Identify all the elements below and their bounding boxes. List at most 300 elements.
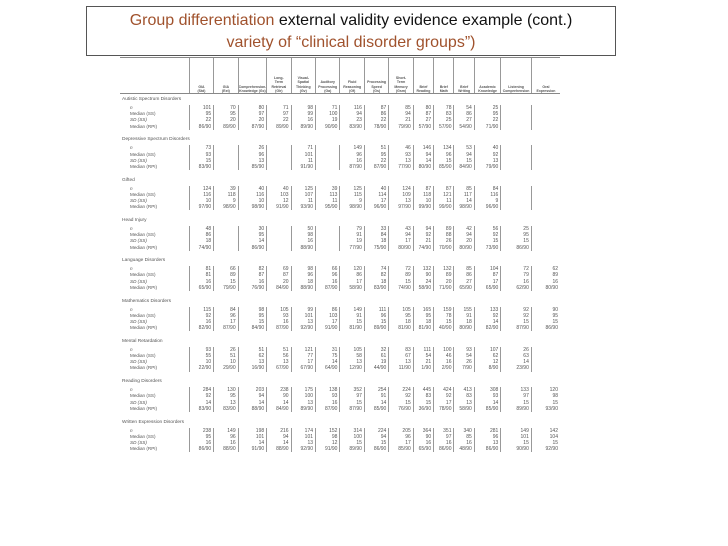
table-cell: 85: [454, 266, 474, 272]
table-cell: 30: [238, 226, 267, 232]
table-cell: 125: [340, 186, 364, 192]
table-cell: 85/90: [474, 406, 500, 412]
table-cell: 90: [413, 434, 433, 440]
column-header-line: Retrieval: [271, 84, 287, 89]
table-cell: 67: [389, 353, 413, 359]
column-header-line: (Glr): [275, 88, 283, 93]
table-cell: 26: [214, 347, 238, 353]
table-cell: 91: [454, 313, 474, 319]
group-header-row: [120, 175, 560, 186]
table-cell: 91/90: [267, 204, 291, 210]
table-cell: 138: [316, 387, 340, 393]
table-cell: 98/90: [454, 204, 474, 210]
table-cell: 93/90: [291, 204, 315, 210]
table-cell: 40: [474, 145, 500, 151]
table-cell: 88/90: [291, 245, 315, 251]
table-cell: 33: [364, 226, 388, 232]
table-cell: 54: [454, 105, 474, 111]
column-header-line: Brief: [439, 84, 448, 89]
table-cell: 80/90: [413, 164, 433, 170]
table-cell: 15: [501, 400, 532, 406]
table-cell: 51: [214, 353, 238, 359]
table-cell: 20: [238, 117, 267, 123]
table-cell: 61: [364, 353, 388, 359]
column-header-line: Term: [274, 80, 284, 85]
table-cell: 99: [291, 307, 315, 313]
table-cell: 85: [454, 186, 474, 192]
row-stat-label: SD (SS): [130, 198, 147, 204]
table-cell: 71: [316, 105, 340, 111]
table-cell: 254: [364, 387, 388, 393]
table-cell: 14: [189, 400, 213, 406]
table-cell: 238: [267, 387, 291, 393]
table-cell: 15: [364, 440, 388, 446]
table-cell: 79: [501, 272, 532, 278]
table-cell: 12: [316, 440, 340, 446]
table-cell: 98: [316, 434, 340, 440]
table-cell: 94: [364, 434, 388, 440]
column-header: [434, 58, 454, 94]
table-cell: 101: [291, 152, 315, 158]
row-stat-label: n: [130, 387, 133, 393]
table-cell: 15: [389, 279, 413, 285]
table-cell: 149: [214, 428, 238, 434]
slide-subtitle: variety of “clinical disorder groups”): [226, 34, 476, 51]
table-cell: 86/90: [501, 245, 532, 251]
table-cell: 69: [267, 266, 291, 272]
table-cell: 89/90: [291, 124, 315, 130]
table-cell: 62: [531, 266, 560, 272]
title-accent: Group differentiation: [129, 12, 275, 29]
group-header-row: [120, 296, 560, 307]
group-name: Autistic Spectrum Disorders: [122, 97, 182, 102]
table-cell: 16: [189, 440, 213, 446]
table-cell: 71: [267, 105, 291, 111]
table-cell: 14: [454, 198, 474, 204]
table-cell: 87: [267, 272, 291, 278]
table-cell: 48: [189, 226, 213, 232]
table-cell: 67/90: [291, 365, 315, 371]
row-stat-label: SD (SS): [130, 439, 147, 445]
table-cell: 130: [214, 387, 238, 393]
table-cell: 120: [531, 387, 560, 393]
table-cell: 83/90: [364, 285, 388, 291]
column-header-line: Memory: [394, 84, 408, 89]
table-cell: 80: [413, 105, 433, 111]
table-cell: 80/90: [454, 325, 474, 331]
table-cell: 87/90: [340, 406, 364, 412]
table-cell: 14: [413, 158, 433, 164]
table-cell: 13: [267, 359, 291, 365]
row-stat-label: Median (SS): [130, 151, 156, 157]
table-cell: 87/90: [501, 325, 532, 331]
table-cell: 66: [214, 266, 238, 272]
table-cell: 51: [238, 347, 267, 353]
table-cell: 80/90: [531, 285, 560, 291]
table-cell: 85/90: [364, 406, 388, 412]
table-cell: 118: [214, 192, 238, 198]
table-cell: 84: [364, 232, 388, 238]
table-cell: 92: [434, 393, 454, 399]
row-stat-label: Median (SS): [130, 353, 156, 359]
table-cell: 18: [189, 238, 213, 244]
row-stat-label: Median (SS): [130, 232, 156, 238]
table-cell: 83: [413, 393, 433, 399]
table-cell: 91: [364, 393, 388, 399]
table-cell: 16: [267, 319, 291, 325]
table-cell: 22: [267, 117, 291, 123]
table-cell: 120: [340, 266, 364, 272]
table-cell: 94: [454, 152, 474, 158]
table-cell: 55: [189, 353, 213, 359]
table-cell: 351: [434, 428, 454, 434]
table-cell: 71: [291, 145, 315, 151]
group-header-row: [120, 94, 560, 106]
table-cell: 96: [434, 152, 454, 158]
table-cell: 20: [214, 117, 238, 123]
table-cell: 86: [454, 111, 474, 117]
table-cell: 57/90: [413, 124, 433, 130]
table-cell: 26: [454, 359, 474, 365]
table-cell: 78: [434, 313, 454, 319]
table-cell: 58/90: [454, 406, 474, 412]
column-header-line: Knowledge: [478, 88, 497, 93]
table-cell: 96: [238, 152, 267, 158]
table-cell: 88/90: [214, 446, 238, 452]
table-cell: 74/90: [189, 245, 213, 251]
table-cell: 89: [389, 272, 413, 278]
column-header-line: Speed: [371, 84, 382, 89]
table-cell: 352: [340, 387, 364, 393]
row-stat-label: SD (SS): [130, 157, 147, 163]
table-cell: 14: [238, 400, 267, 406]
table-cell: 18: [291, 279, 315, 285]
table-cell: 88/90: [291, 285, 315, 291]
column-header-line: Visual-: [297, 76, 309, 81]
table-cell: 56: [474, 226, 500, 232]
table-cell: 281: [474, 428, 500, 434]
table-cell: 14: [316, 359, 340, 365]
table-cell: 83/90: [189, 406, 213, 412]
table-cell: 82/90: [189, 325, 213, 331]
table-cell: 15: [434, 158, 454, 164]
table-cell: 65/90: [189, 285, 213, 291]
table-cell: 62: [474, 353, 500, 359]
table-cell: 71/90: [474, 124, 500, 130]
table-cell: 99: [291, 111, 315, 117]
table-cell: 74/90: [389, 285, 413, 291]
table-cell: 95: [474, 111, 500, 117]
table-cell: 224: [364, 428, 388, 434]
table-cell: 83/90: [189, 164, 213, 170]
table-cell: 79: [340, 226, 364, 232]
table-cell: 15: [531, 319, 560, 325]
table-cell: 95: [413, 313, 433, 319]
row-stat-label: SD (SS): [130, 359, 147, 365]
group-name: Head Injury: [122, 217, 147, 223]
table-cell: 89/90: [291, 406, 315, 412]
title-rest: external validity evidence example (cont.): [274, 12, 573, 29]
column-header: [316, 58, 340, 94]
table-cell: 22/90: [189, 365, 213, 371]
table-cell: 97: [434, 434, 454, 440]
table-cell: 90/90: [501, 446, 532, 452]
table-cell: 78/90: [434, 406, 454, 412]
table-cell: 98: [531, 393, 560, 399]
row-stat-label: SD (SS): [130, 238, 147, 244]
slide-title: [87, 10, 615, 32]
row-stat-label: Median (SS): [130, 433, 156, 439]
column-header-line: Expression: [536, 88, 556, 93]
table-cell: 73/90: [474, 245, 500, 251]
table-cell: 149: [340, 145, 364, 151]
table-cell: 54: [413, 353, 433, 359]
table-cell: 216: [267, 428, 291, 434]
table-cell: 15: [501, 440, 532, 446]
table-cell: 15: [340, 440, 364, 446]
table-cell: 14: [267, 400, 291, 406]
table-cell: 98/90: [238, 204, 267, 210]
table-cell: 116: [340, 105, 364, 111]
column-header-line: (Gv): [299, 88, 307, 93]
table-cell: 424: [434, 387, 454, 393]
table-cell: 15: [501, 238, 532, 244]
table-cell: 83: [454, 393, 474, 399]
table-cell: 13: [389, 198, 413, 204]
table-cell: 13: [238, 158, 267, 164]
table-cell: 92: [501, 313, 532, 319]
table-cell: 91/90: [291, 164, 315, 170]
table-cell: 24: [413, 279, 433, 285]
table-cell: 90: [531, 307, 560, 313]
table-cell: 97: [267, 111, 291, 117]
table-cell: 100: [340, 434, 364, 440]
table-cell: 87: [364, 105, 388, 111]
table-cell: 86/90: [364, 446, 388, 452]
table-cell: 81: [189, 272, 213, 278]
table-cell: 93/90: [531, 406, 560, 412]
table-cell: 93: [316, 393, 340, 399]
table-cell: 76/90: [238, 285, 267, 291]
table-cell: 16: [189, 319, 213, 325]
table-cell: 92: [474, 152, 500, 158]
row-stat-label: Median (RPI): [130, 163, 158, 169]
table-cell: 132: [413, 266, 433, 272]
row-stat-label: SD (SS): [130, 278, 147, 284]
table-cell: 16: [238, 279, 267, 285]
table-cell: 82/90: [474, 325, 500, 331]
column-header-line: Comprehension: [502, 88, 530, 93]
table-cell: 92: [189, 393, 213, 399]
table-cell: 65/90: [413, 446, 433, 452]
table-cell: 31: [316, 347, 340, 353]
table-cell: 96: [364, 313, 388, 319]
table-cell: 16: [316, 400, 340, 406]
table-cell: 18: [389, 319, 413, 325]
table-cell: 90: [267, 393, 291, 399]
table-cell: 92: [501, 307, 532, 313]
table-cell: 53: [454, 145, 474, 151]
row-stat-label: SD (SS): [130, 318, 147, 324]
table-cell: 93: [389, 152, 413, 158]
table-cell: 94: [389, 111, 413, 117]
table-cell: 116: [238, 192, 267, 198]
table-cell: 97: [238, 111, 267, 117]
table-cell: 65/90: [474, 285, 500, 291]
table-cell: 27: [454, 117, 474, 123]
table-cell: 82: [364, 272, 388, 278]
table-cell: 7/90: [454, 365, 474, 371]
table-cell: 26: [501, 347, 532, 353]
table-cell: 84: [474, 186, 500, 192]
table-cell: 203: [238, 387, 267, 393]
table-cell: 75: [316, 353, 340, 359]
table-cell: 15: [434, 319, 454, 325]
table-cell: 29/90: [214, 365, 238, 371]
table-cell: 77/90: [340, 245, 364, 251]
table-cell: 86: [454, 272, 474, 278]
table-cell: 92: [474, 313, 500, 319]
table-cell: 13: [214, 400, 238, 406]
column-header-line: Processing: [367, 80, 387, 85]
table-cell: 54/90: [454, 124, 474, 130]
table-cell: 165: [413, 307, 433, 313]
table-cell: 15: [389, 400, 413, 406]
table-cell: 91: [340, 232, 364, 238]
table-cell: 100: [434, 347, 454, 353]
column-header-line: (Gf): [349, 88, 356, 93]
table-cell: 23: [340, 117, 364, 123]
table-cell: 95: [364, 152, 388, 158]
table-cell: 11/90: [389, 365, 413, 371]
row-stat-label: Median (RPI): [130, 365, 158, 371]
table-cell: 15: [189, 158, 213, 164]
column-header-line: Knowledge (Gc): [239, 88, 266, 93]
table-cell: 13: [389, 158, 413, 164]
column-header-line: Listening: [508, 84, 524, 89]
table-cell: 87: [413, 111, 433, 117]
table-cell: 40: [238, 186, 267, 192]
group-name: Mental Retardation: [122, 338, 163, 344]
table-cell: 94: [413, 226, 433, 232]
table-cell: 15: [214, 279, 238, 285]
table-cell: 95: [531, 313, 560, 319]
table-cell: 98: [238, 307, 267, 313]
table-cell: 25: [501, 226, 532, 232]
table-cell: 101: [238, 434, 267, 440]
row-stat-label: Median (RPI): [130, 244, 158, 250]
table-cell: 83: [434, 111, 454, 117]
table-cell: 98: [291, 105, 315, 111]
table-cell: 95: [214, 393, 238, 399]
table-cell: 66: [316, 266, 340, 272]
table-cell: 87/90: [214, 325, 238, 331]
table-cell: 36/90: [413, 406, 433, 412]
table-cell: 98: [291, 266, 315, 272]
table-cell: 15: [531, 440, 560, 446]
table-cell: 16/90: [238, 365, 267, 371]
table-cell: 87/90: [267, 325, 291, 331]
table-cell: 116: [474, 192, 500, 198]
table-cell: 118: [413, 192, 433, 198]
table-cell: 89: [531, 272, 560, 278]
table-cell: 84/90: [267, 406, 291, 412]
row-stat-label: Median (SS): [130, 393, 156, 399]
table-cell: 85/90: [238, 164, 267, 170]
table-cell: 58/90: [340, 285, 364, 291]
table-cell: 9: [474, 198, 500, 204]
table-cell: 18: [454, 319, 474, 325]
table-cell: 89/90: [501, 406, 532, 412]
table-cell: 81/90: [413, 325, 433, 331]
table-cell: 15: [531, 400, 560, 406]
table-cell: 2/90: [434, 365, 454, 371]
table-cell: 39: [316, 186, 340, 192]
table-cell: 26: [238, 145, 267, 151]
table-cell: 14: [501, 359, 532, 365]
table-cell: 1/90: [413, 365, 433, 371]
table-cell: 98: [291, 232, 315, 238]
table-cell: 9: [214, 198, 238, 204]
row-stat-label: Median (RPI): [130, 446, 158, 452]
table-cell: 11: [316, 198, 340, 204]
table-cell: 117: [454, 192, 474, 198]
table-cell: 62: [238, 353, 267, 359]
table-cell: 96: [291, 272, 315, 278]
table-cell: 86/90: [189, 446, 213, 452]
table-cell: 17: [389, 238, 413, 244]
table-cell: 101: [291, 313, 315, 319]
table-cell: 125: [291, 186, 315, 192]
table-cell: 174: [291, 428, 315, 434]
row-stat-label: Median (SS): [130, 272, 156, 278]
table-cell: 116: [189, 192, 213, 198]
row-stat-label: Median (RPI): [130, 204, 158, 210]
row-stat-label: Median (SS): [130, 111, 156, 117]
table-cell: 16: [214, 440, 238, 446]
table-cell: 87/90: [316, 406, 340, 412]
table-cell: 95: [189, 434, 213, 440]
column-header-line: Fluid: [347, 80, 357, 85]
column-header-line: Long-: [274, 76, 284, 81]
table-cell: 74/90: [413, 245, 433, 251]
table-cell: 81/90: [389, 325, 413, 331]
table-cell: 15: [454, 158, 474, 164]
table-cell: 84: [214, 307, 238, 313]
table-cell: 83/90: [214, 406, 238, 412]
table-cell: 65/90: [454, 285, 474, 291]
table-cell: 94: [238, 393, 267, 399]
table-cell: 81/90: [340, 325, 364, 331]
table-cell: 92: [474, 232, 500, 238]
table-cell: 88: [434, 232, 454, 238]
table-cell: 17: [474, 279, 500, 285]
table-cell: 91/90: [316, 446, 340, 452]
table-cell: 85/90: [389, 446, 413, 452]
table-cell: 95/90: [316, 204, 340, 210]
table-cell: 149: [501, 428, 532, 434]
table-cell: 17: [364, 198, 388, 204]
column-header: [413, 58, 433, 94]
table-cell: 90: [413, 272, 433, 278]
table-cell: 152: [316, 428, 340, 434]
group-header-row: [120, 417, 560, 428]
table-cell: 104: [531, 434, 560, 440]
table-cell: 14: [474, 319, 500, 325]
table-cell: 92: [389, 393, 413, 399]
table-cell: 86: [340, 272, 364, 278]
table-cell: 97: [340, 393, 364, 399]
